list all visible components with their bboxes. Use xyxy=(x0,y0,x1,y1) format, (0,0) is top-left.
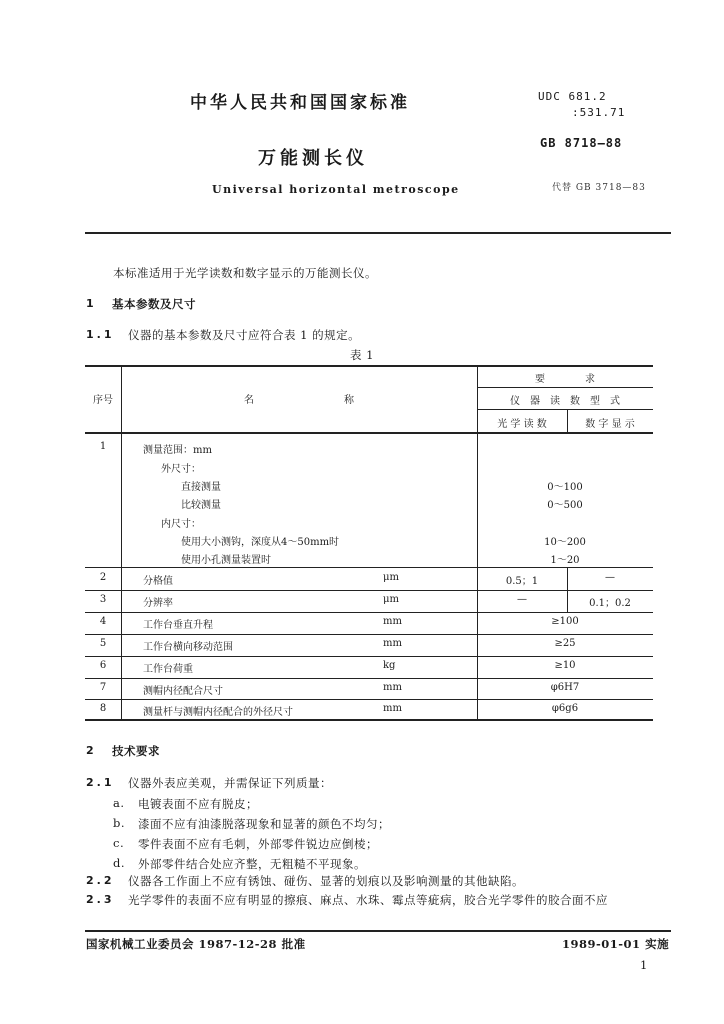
table-caption: 表 1 xyxy=(350,348,374,362)
row7-unit: mm xyxy=(383,682,402,693)
header-reading-type: 仪 器 读 数 型 式 xyxy=(510,396,620,407)
clause-2-1-number: 2.1 xyxy=(86,776,115,789)
row8-value: φ6g6 xyxy=(551,703,579,714)
clause-2-3-number: 2.3 xyxy=(86,893,115,906)
clause-2-2-text: 仪器各工作面上不应有锈蚀、碰伤、显著的划痕以及影响测量的其他缺陷。 xyxy=(128,874,524,888)
row8-unit: mm xyxy=(383,703,402,714)
row3-optical: — xyxy=(517,594,527,605)
row8-name: 测量杆与测帽内径配合的外径尺寸 xyxy=(143,707,293,718)
item-c-text: 零件表面不应有毛刺，外部零件锐边应倒棱； xyxy=(138,837,378,851)
item-d-text: 外部零件结合处应齐整，无粗糙不平现象。 xyxy=(138,857,366,871)
standard-title-cn: 万能测长仪 xyxy=(258,148,368,169)
standard-title-en: Universal horizontal metroscope xyxy=(212,183,460,196)
row2-unit: μm xyxy=(383,572,399,583)
row1-serial: 1 xyxy=(99,441,107,452)
clause-1-1-number: 1.1 xyxy=(86,328,115,341)
national-standard-label: 中华人民共和国国家标准 xyxy=(190,93,410,113)
header-digital-display: 数 字 显 示 xyxy=(585,419,635,430)
row5-value: ≥25 xyxy=(554,638,576,649)
row2-optical: 0.5；1 xyxy=(505,576,539,587)
row1-line-direct: 直接测量 xyxy=(181,482,221,493)
udc-code-line1: UDC 681.2 xyxy=(538,90,607,103)
row1-line-hooks: 使用大小测钩，深度从4～50mm时 xyxy=(181,537,340,548)
row5-name: 工作台横向移动范围 xyxy=(143,642,233,653)
clause-2-2-number: 2.2 xyxy=(86,874,115,887)
replaces-note: 代替 GB 3718—83 xyxy=(552,183,646,193)
header-requirement: 要 求 xyxy=(535,374,595,385)
row1-line-outer: 外尺寸： xyxy=(161,464,201,475)
row1-value-small-hole: 1～20 xyxy=(550,555,580,566)
row5-unit: mm xyxy=(383,638,402,649)
header-divider xyxy=(85,232,671,234)
row3-name: 分辨率 xyxy=(143,598,173,609)
section-1-title: 基本参数及尺寸 xyxy=(112,297,196,311)
row1-line-comparative: 比较测量 xyxy=(181,500,221,511)
item-c-label: c. xyxy=(113,836,125,850)
row1-line-small-hole: 使用小孔测量装置时 xyxy=(181,555,271,566)
section-1-number: 1 xyxy=(86,297,97,310)
row4-unit: mm xyxy=(383,616,402,627)
approval-line: 国家机械工业委员会 1987-12-28 批准 xyxy=(86,937,306,951)
item-a-text: 电镀表面不应有脱皮； xyxy=(138,797,258,811)
row3-digital: 0.1；0.2 xyxy=(589,598,631,609)
udc-code-line2: :531.71 xyxy=(572,106,626,119)
table-1 xyxy=(85,365,653,720)
row8-serial: 8 xyxy=(99,703,107,714)
row6-unit: kg xyxy=(383,660,396,671)
row7-serial: 7 xyxy=(99,682,107,693)
row6-value: ≥10 xyxy=(554,660,576,671)
item-d-label: d. xyxy=(113,856,126,870)
page-number: 1 xyxy=(640,958,648,972)
section-2-number: 2 xyxy=(86,744,97,757)
row1-line-range: 测量范围：mm xyxy=(143,445,212,456)
section-2-title: 技术要求 xyxy=(112,744,160,758)
header-serial: 序号 xyxy=(93,395,113,406)
row7-value: φ6H7 xyxy=(550,682,580,693)
clause-2-3-text: 光学零件的表面不应有明显的擦痕、麻点、水珠、霉点等疵病，胶合光学零件的胶合面不应 xyxy=(128,893,608,907)
intro-paragraph: 本标准适用于光学读数和数字显示的万能测长仪。 xyxy=(113,266,377,280)
effective-date: 1989-01-01 实施 xyxy=(562,937,670,951)
item-b-text: 漆面不应有油漆脱落现象和显著的颜色不均匀； xyxy=(138,817,390,831)
row4-serial: 4 xyxy=(99,616,107,627)
row1-value-direct: 0～100 xyxy=(547,482,583,493)
footer-divider xyxy=(85,930,671,932)
row6-name: 工作台荷重 xyxy=(143,664,193,675)
clause-1-1-text: 仪器的基本参数及尺寸应符合表 1 的规定。 xyxy=(128,328,361,342)
row1-line-inner: 内尺寸： xyxy=(161,519,201,530)
row2-digital: — xyxy=(605,572,615,583)
row4-name: 工作台垂直升程 xyxy=(143,620,213,631)
gb-standard-number: GB 8718—88 xyxy=(540,136,623,150)
row4-value: ≥100 xyxy=(551,616,579,627)
header-name: 名 称 xyxy=(244,395,354,406)
row3-unit: μm xyxy=(383,594,399,605)
header-optical-reading: 光 学 读 数 xyxy=(497,419,547,430)
row2-serial: 2 xyxy=(99,572,107,583)
item-a-label: a. xyxy=(113,796,125,810)
clause-2-1-text: 仪器外表应美观，并需保证下列质量： xyxy=(128,776,332,790)
row6-serial: 6 xyxy=(99,660,107,671)
row5-serial: 5 xyxy=(99,638,107,649)
row1-value-comparative: 0～500 xyxy=(547,500,583,511)
row2-name: 分格值 xyxy=(143,576,173,587)
row3-serial: 3 xyxy=(99,594,107,605)
item-b-label: b. xyxy=(113,816,126,830)
row7-name: 测帽内径配合尺寸 xyxy=(143,686,223,697)
row1-value-hooks: 10～200 xyxy=(544,537,586,548)
